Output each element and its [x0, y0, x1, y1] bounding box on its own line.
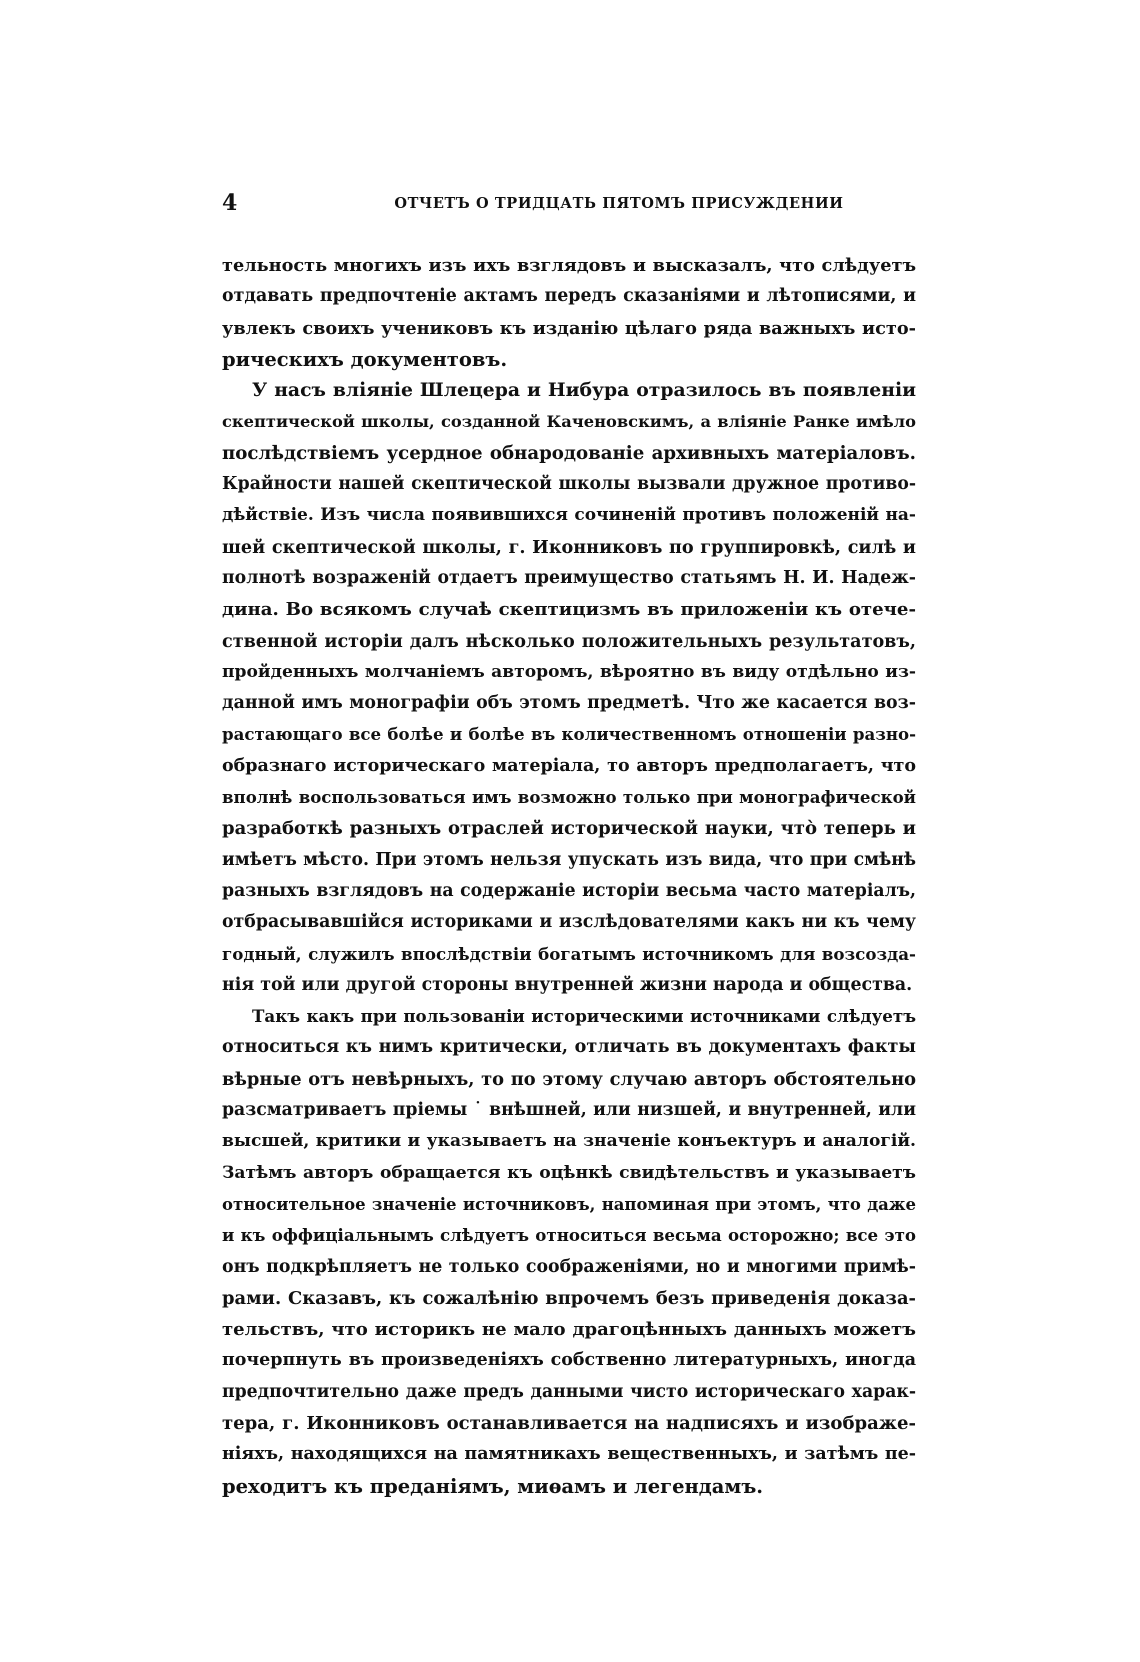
- text-line: тельность многихъ изъ ихъ взглядовъ и высказалъ, что слѣдуетъ: [222, 255, 916, 276]
- text-line: относиться къ нимъ критически, отличать въ документахъ факты: [222, 1037, 916, 1058]
- text-line: увлекъ своихъ учениковъ къ изданію цѣлаго ряда важныхъ исто-: [222, 317, 916, 339]
- text-line: образнаго историческаго матеріала, то авторъ предполагаетъ, что: [222, 755, 916, 776]
- text-line: ственной исторіи далъ нѣсколько положительныхъ результатовъ,: [222, 630, 916, 652]
- text-line: предпочтительно даже предъ данными чисто историческаго харак-: [222, 1381, 916, 1402]
- text-line: пройденныхъ молчаніемъ авторомъ, вѣроятно въ виду отдѣльно из-: [222, 661, 916, 682]
- text-line: вполнѣ воспользоваться имъ возможно только при монографической: [222, 787, 916, 808]
- text-line: разработкѣ разныхъ отраслей исторической науки, что̀ теперь и: [222, 818, 916, 840]
- text-line: почерпнуть въ произведеніяхъ собственно литературныхъ, иногда: [222, 1350, 916, 1371]
- text-line: рами. Сказавъ, къ сожалѣнію впрочемъ безъ приведенія доказа-: [222, 1287, 916, 1309]
- text-line: скептической школы, созданной Каченовскимъ, а вліяніе Ранке имѣло: [222, 412, 916, 432]
- text-line: данной имъ монографіи объ этомъ предметѣ. Что же касается воз-: [222, 693, 916, 714]
- text-line: вѣрные отъ невѣрныхъ, то по этому случаю авторъ обстоятельно: [222, 1068, 916, 1090]
- body-text: [222, 250, 916, 1502]
- text-line: относительное значеніе источниковъ, напоминая при этомъ, что даже: [222, 1194, 916, 1214]
- text-line: высшей, критики и указываетъ на значеніе конъектуръ и аналогій.: [222, 1131, 916, 1152]
- text-line: разсматриваетъ пріемы ˙ внѣшней, или низшей, и внутренней, или: [222, 1100, 916, 1121]
- text-line: дѣйствіе. Изъ числа появившихся сочиненій противъ положеній на-: [222, 505, 916, 526]
- page-number: 4: [222, 190, 238, 216]
- text-line: шей скептической школы, г. Иконниковъ по группировкѣ, силѣ и: [222, 536, 916, 558]
- paragraph-end-line: рическихъ документовъ.: [222, 347, 508, 371]
- paragraph-start-line: У насъ вліяніе Шлецера и Нибура отразилось въ появленіи: [252, 379, 916, 402]
- paragraph-start-line: Такъ какъ при пользованіи историческими источниками слѣдуетъ: [252, 1006, 916, 1027]
- text-line: и къ оффиціальнымъ слѣдуетъ относиться весьма осторожно; все это: [222, 1225, 916, 1246]
- paragraph-end-line: реходитъ къ преданіямъ, миѳамъ и легендамъ.: [222, 1474, 764, 1498]
- running-head: [222, 190, 916, 220]
- text-line: годный, служилъ впослѣдствіи богатымъ источникомъ для возсозда-: [222, 943, 916, 964]
- text-line: онъ подкрѣпляетъ не только соображеніями, но и многими примѣ-: [222, 1256, 916, 1277]
- text-line: тера, г. Иконниковъ останавливается на надписяхъ и изображе-: [222, 1412, 916, 1434]
- running-title: ОТЧЕТЪ О ТРИДЦАТЬ ПЯТОМЪ ПРИСУЖДЕНИИ: [394, 195, 844, 212]
- text-line: Крайности нашей скептической школы вызвали дружное противо-: [222, 474, 916, 495]
- text-line: тельствъ, что историкъ не мало драгоцѣнныхъ данныхъ можетъ: [222, 1319, 916, 1341]
- paragraph-end-line: нія той или другой стороны внутренней жизни народа и общества.: [222, 974, 913, 995]
- text-line: Затѣмъ авторъ обращается къ оцѣнкѣ свидѣтельствъ и указываетъ: [222, 1162, 916, 1183]
- text-line: полнотѣ возраженій отдаетъ преимущество статьямъ Н. И. Надеж-: [222, 567, 916, 588]
- text-line: послѣдствіемъ усердное обнародованіе архивныхъ матеріаловъ.: [222, 442, 916, 464]
- text-line: дина. Во всякомъ случаѣ скептицизмъ въ приложеніи къ отече-: [222, 599, 916, 621]
- text-line: имѣетъ мѣсто. При этомъ нельзя упускать изъ вида, что при смѣнѣ: [222, 849, 916, 870]
- text-line: растающаго все болѣе и болѣе въ количественномъ отношеніи разно-: [222, 724, 916, 745]
- text-line: разныхъ взглядовъ на содержаніе исторіи весьма часто матеріалъ,: [222, 880, 916, 901]
- text-line: отбрасывавшійся историками и изслѣдователями какъ ни къ чему: [222, 912, 916, 933]
- text-line: отдавать предпочтеніе актамъ передъ сказаніями и лѣтописями, и: [222, 286, 916, 307]
- text-line: ніяхъ, находящихся на памятникахъ вещественныхъ, и затѣмъ пе-: [222, 1444, 916, 1465]
